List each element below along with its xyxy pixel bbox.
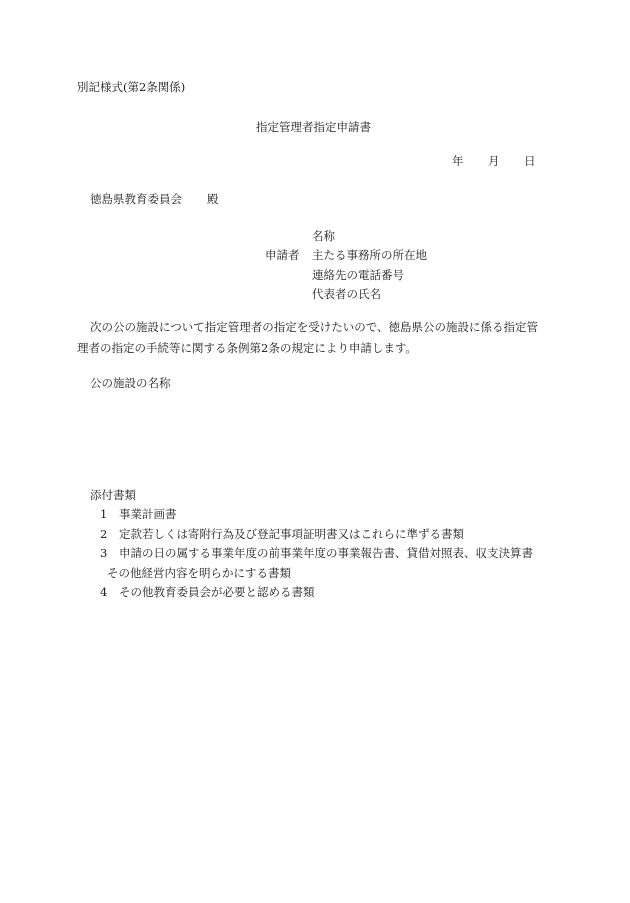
date-month: 月	[488, 154, 500, 168]
attachment-number: 1	[100, 507, 108, 521]
application-statement	[77, 322, 577, 364]
attachment-text: その他経営内容を明らかにする書類	[107, 565, 291, 580]
statement-line-2: 理者の指定の手続等に関する条例第2条の規定により申請します。	[77, 341, 417, 355]
attachment-number: 2	[100, 526, 108, 541]
attachment-number: 3	[100, 546, 108, 560]
date-day: 日	[524, 154, 536, 168]
attachment-text: 事業計画書	[119, 507, 177, 521]
applicant-field-phone: 連絡先の電話番号	[312, 267, 404, 282]
attachment-text: 申請の日の属する事業年度の前事業年度の事業報告書、貸借対照表、収支決算書	[119, 546, 533, 560]
applicant-field-name: 名称	[312, 229, 335, 243]
attachment-text: その他教育委員会が必要と認める書類	[119, 585, 315, 599]
attachments-heading: 添付書類	[90, 488, 136, 502]
addressee-honorific: 殿	[207, 192, 219, 206]
statement-line-1: 次の公の施設について指定管理者の指定を受けたいので、徳島県公の施設に係る指定管	[90, 320, 539, 334]
attachment-text: 定款若しくは寄附行為及び登記事項証明書又はこれらに準ずる書類	[119, 526, 464, 541]
applicant-fields	[312, 231, 427, 308]
applicant-field-representative: 代表者の氏名	[312, 286, 381, 301]
addressee-name: 徳島県教育委員会	[90, 192, 182, 206]
facility-name-label: 公の施設の名称	[90, 376, 171, 390]
attachments-list	[100, 509, 533, 607]
attachment-number: 4	[100, 585, 108, 599]
date-year: 年	[452, 154, 464, 168]
applicant-field-address: 主たる事務所の所在地	[312, 248, 427, 263]
form-label: 別記様式(第2条関係)	[77, 80, 186, 94]
document-title: 指定管理者指定申請書	[256, 120, 371, 134]
applicant-label: 申請者	[265, 248, 300, 262]
attachment-item	[100, 587, 533, 607]
